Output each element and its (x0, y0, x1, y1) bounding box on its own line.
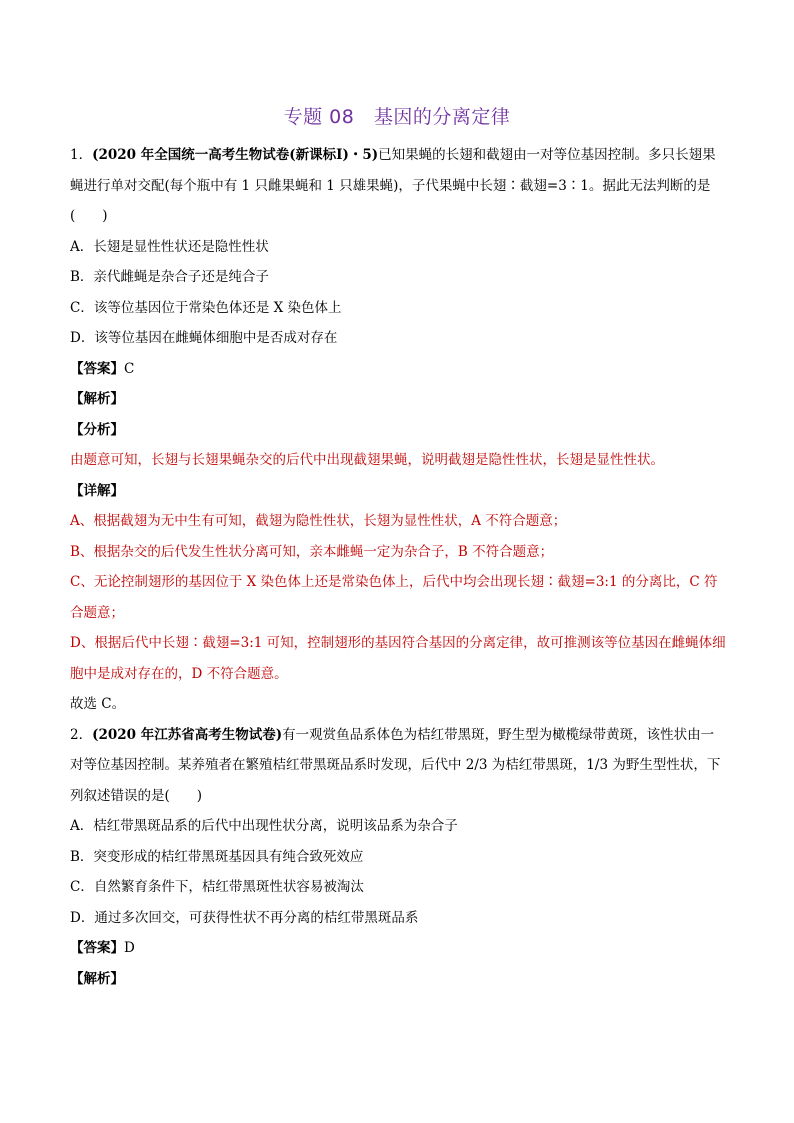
document-body (70, 140, 726, 994)
question-1-fenxi-text: 由题意可知，长翅与长翅果蝇杂交的后代中出现截翅果蝇，说明截翅是隐性性状，长翅是显性性状。 (70, 452, 664, 468)
question-1-detail-b: B、根据杂交的后代发生性状分离可知，亲本雌蝇一定为杂合子，B 不符合题意； (70, 543, 554, 560)
question-1-option-a: A．长翅是显性性状还是隐性性状 (70, 238, 269, 255)
question-2-answer (70, 933, 726, 964)
question-1-option-b: B．亲代雌蝇是杂合子还是纯合子 (70, 269, 269, 285)
question-2-analysis-label: 【解析】 (70, 970, 124, 987)
question-1-stem (70, 140, 726, 232)
question-2-text: 有一观赏鱼品系体色为桔红带黑斑，野生型为橄榄绿带黄斑，该性状由一对等位基因控制。某养殖者在繁殖桔红带黑斑品系时发现，后代中 2/3 为桔红带黑斑，1/3 为野生型性状，下列叙述错误的是( ) (70, 726, 721, 804)
question-1-fenxi-label: 【分析】 (70, 421, 124, 438)
question-2-number: 2． (70, 726, 93, 743)
question-2-option-a: A．桔红带黑斑品系的后代中出现性状分离，说明该品系为杂合子 (70, 818, 458, 834)
question-1-option-d: D．该等位基因在雌蝇体细胞中是否成对存在 (70, 330, 338, 346)
answer-value: C (124, 360, 135, 377)
question-1-answer (70, 354, 726, 385)
question-1-source: (2020 年全国统一高考生物试卷(新课标Ⅰ)・5) (92, 147, 379, 163)
question-2-option-d: D．通过多次回交，可获得性状不再分离的桔红带黑斑品系 (70, 909, 419, 926)
question-2-source: (2020 年江苏省高考生物试卷) (92, 726, 283, 743)
question-2-stem (70, 720, 726, 812)
question-1-detail-d: D、根据后代中长翅∶截翅=3:1 可知，控制翅形的基因符合基因的分离定律，故可推测该等位基因在雌蝇体细胞中是成对存在的，D 不符合题意。 (70, 635, 726, 682)
question-1-detail-a: A、根据截翅为无中生有可知，截翅为隐性性状，长翅为显性性状，A 不符合题意； (70, 513, 567, 529)
question-1-conclusion: 故选 C。 (70, 696, 126, 712)
question-1-analysis-label: 【解析】 (70, 391, 124, 407)
question-1-number: 1． (70, 147, 93, 163)
answer-label: 【答案】 (70, 940, 124, 956)
answer-label: 【答案】 (70, 360, 124, 377)
question-1-detail-label: 【详解】 (70, 482, 124, 499)
page-title: 专题 08 基因的分离定律 (283, 106, 511, 128)
answer-value: D (124, 940, 135, 956)
question-1-option-c: C．该等位基因位于常染色体还是 X 染色体上 (70, 299, 342, 316)
question-2-option-c: C．自然繁育条件下，桔红带黑斑性状容易被淘汰 (70, 879, 364, 895)
question-1-detail-c: C、无论控制翅形的基因位于 X 染色体上还是常染色体上，后代中均会出现长翅∶截翅=3:1 的分离比，C 符合题意； (70, 574, 718, 621)
question-1-text: 已知果蝇的长翅和截翅由一对等位基因控制。多只长翅果蝇进行单对交配(每个瓶中有 1 只雌果蝇和 1 只雄果蝇)，子代果蝇中长翅∶截翅=3∶1。据此无法判断的是( ) (70, 147, 716, 224)
question-2-option-b: B．突变形成的桔红带黑斑基因具有纯合致死效应 (70, 848, 364, 865)
